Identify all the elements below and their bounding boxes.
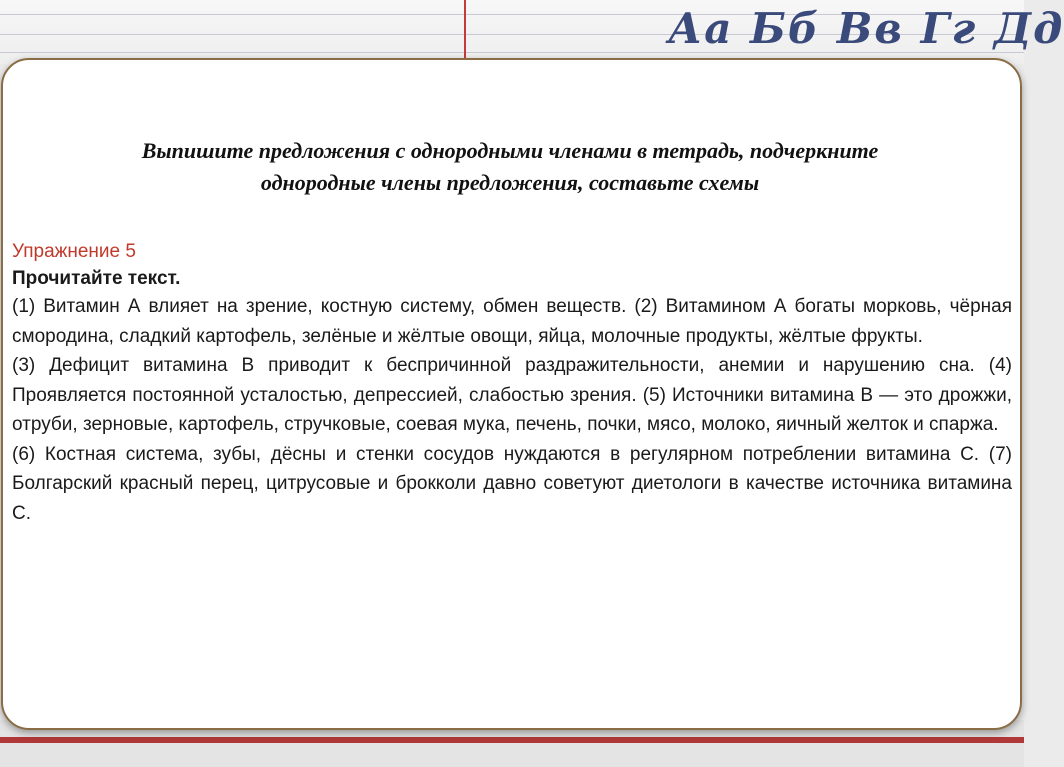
exercise-heading: Упражнение 5 xyxy=(12,241,136,262)
notebook-margin-line xyxy=(464,0,466,64)
exercise-paragraph: (1) Витамин А влияет на зрение, костную систему, обмен веществ. (2) Витамином А богаты морковь, чёрная смородина, сладкий картофель, зелёные и жёлтые овощи, яйца, молочные продукты, жёлтые фрукты. xyxy=(12,296,1012,347)
exercise-paragraph: (3) Дефицит витамина В приводит к беспричинной раздражительности, анемии и нарушению сна. (4) Проявляется постоянной усталостью, депрессией, слабостью зрения. (5) Источники витамина В — это дрожжи, отруби, зерновые, картофель, стручковые, соевая мука, печень, почки, мясо, молоко, яичный желток и спаржа. xyxy=(12,355,1012,435)
textbook-excerpt xyxy=(12,238,1012,528)
slide-title-line: Выпишите предложения с однородными членами в тетрадь, подчеркните xyxy=(141,138,879,163)
slide-title xyxy=(60,135,960,199)
exercise-instruction: Прочитайте текст. xyxy=(12,268,181,289)
cursive-alphabet: Аа Бб Вв Гг Дд xyxy=(668,4,1064,53)
bottom-red-stripe xyxy=(0,737,1024,743)
exercise-paragraph: (6) Костная система, зубы, дёсны и стенки сосудов нуждаются в регулярном потреблении витамина С. (7) Болгарский красный перец, цитрусовые и брокколи давно советуют диетологи в качестве источника витамина С. xyxy=(12,443,1012,524)
slide-title-line: однородные члены предложения, составьте схемы xyxy=(260,170,760,195)
